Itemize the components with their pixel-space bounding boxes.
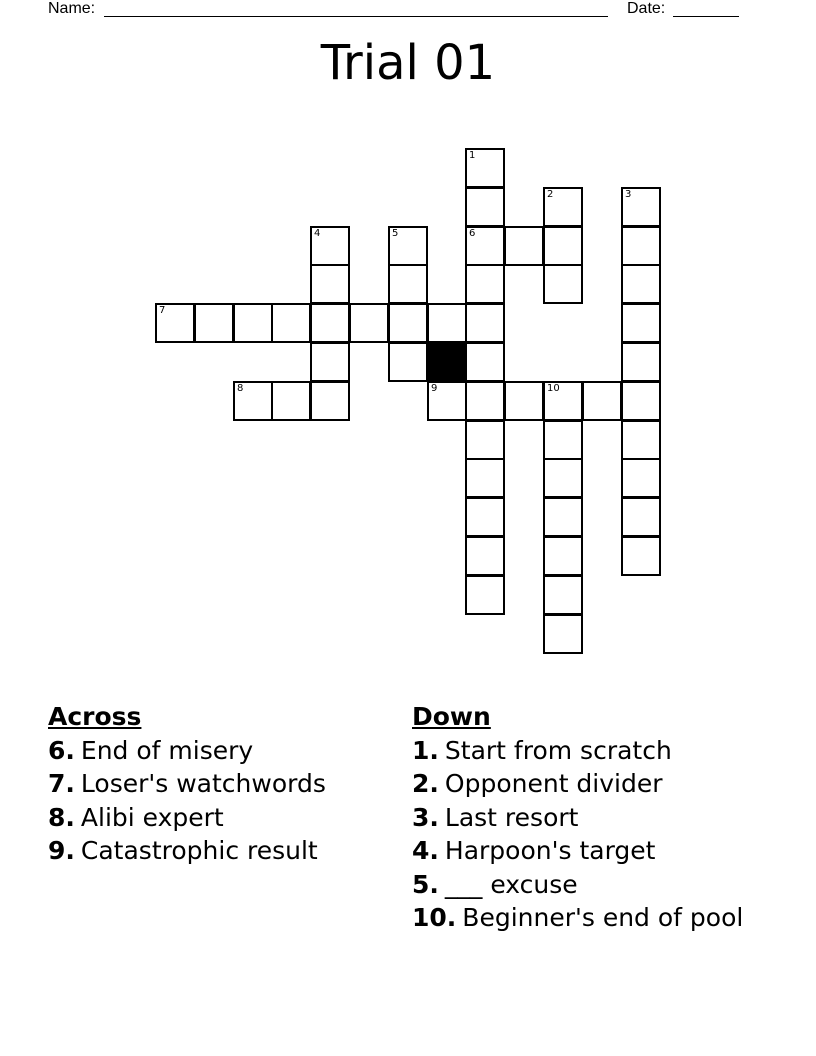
crossword-cell[interactable] (621, 497, 661, 537)
clue-number-label: 8 (237, 383, 244, 394)
crossword-cell[interactable] (543, 614, 583, 654)
clue-number-label: 2 (547, 189, 554, 200)
across-clue (48, 767, 398, 801)
down-heading: Down (412, 702, 491, 731)
name-label: Name: (48, 0, 96, 17)
crossword-cell[interactable] (194, 303, 234, 343)
crossword-cell[interactable] (310, 264, 350, 304)
clue-text: Last resort (444, 802, 579, 832)
crossword-cell[interactable] (465, 303, 505, 343)
crossword-cell[interactable] (543, 187, 583, 227)
crossword-cell[interactable] (388, 226, 428, 266)
crossword-cell[interactable] (271, 303, 311, 343)
crossword-cell[interactable] (233, 381, 273, 421)
crossword-cell[interactable] (621, 264, 661, 304)
crossword-cell[interactable] (465, 536, 505, 576)
crossword-cell[interactable] (465, 381, 505, 421)
crossword-cell[interactable] (310, 303, 350, 343)
clue-text: Loser's watchwords (80, 769, 326, 798)
clue-number: 5. (412, 869, 439, 899)
clue-number-label: 5 (392, 228, 399, 239)
crossword-cell[interactable] (465, 420, 505, 460)
clue-number-label: 6 (469, 228, 476, 239)
down-clue (412, 901, 792, 935)
crossword-cell[interactable] (465, 264, 505, 304)
date-label: Date: (627, 0, 666, 17)
down-clue (412, 767, 792, 801)
crossword-cell[interactable] (504, 381, 544, 421)
clue-number: 6. (48, 735, 75, 765)
clue-text: Beginner's end of pool (462, 903, 744, 932)
clue-number-label: 1 (469, 150, 476, 161)
clue-number: 7. (48, 769, 75, 798)
crossword-cell[interactable] (621, 420, 661, 460)
down-clue (412, 868, 792, 902)
crossword-cell[interactable] (155, 303, 195, 343)
clue-number-label: 3 (625, 189, 632, 200)
crossword-cell[interactable] (543, 381, 583, 421)
clue-text: Opponent divider (444, 769, 663, 798)
down-clues (412, 700, 792, 935)
clue-text: End of misery (80, 735, 254, 765)
crossword-cell[interactable] (621, 187, 661, 227)
across-clue (48, 834, 398, 868)
crossword-cell[interactable] (504, 226, 544, 266)
down-clue (412, 801, 792, 835)
crossword-cell[interactable] (543, 226, 583, 266)
clue-number-label: 7 (159, 305, 166, 316)
crossword-black-cell (427, 342, 467, 382)
clue-text: Start from scratch (444, 735, 672, 765)
clue-number: 9. (48, 836, 75, 865)
crossword-cell[interactable] (621, 303, 661, 343)
crossword-cell[interactable] (465, 187, 505, 227)
clue-number: 4. (412, 836, 439, 865)
crossword-cell[interactable] (310, 381, 350, 421)
crossword-cell[interactable] (349, 303, 389, 343)
clue-number: 3. (412, 802, 439, 832)
crossword-cell[interactable] (621, 536, 661, 576)
crossword-cell[interactable] (465, 458, 505, 498)
clue-number: 1. (412, 735, 439, 765)
crossword-cell[interactable] (388, 303, 428, 343)
across-clue (48, 801, 398, 835)
crossword-cell[interactable] (621, 342, 661, 382)
crossword-cell[interactable] (427, 381, 467, 421)
clue-number: 10. (412, 903, 457, 932)
clue-text: Harpoon's target (444, 836, 656, 865)
clue-number: 8. (48, 802, 75, 832)
crossword-cell[interactable] (543, 536, 583, 576)
crossword-cell[interactable] (271, 381, 311, 421)
clue-text: Alibi expert (80, 802, 224, 832)
across-clue (48, 734, 398, 768)
crossword-cell[interactable] (621, 226, 661, 266)
clue-text: ___ excuse (444, 869, 578, 899)
crossword-cell[interactable] (465, 497, 505, 537)
crossword-cell[interactable] (465, 226, 505, 266)
crossword-cell[interactable] (543, 420, 583, 460)
crossword-cell[interactable] (465, 575, 505, 615)
crossword-cell[interactable] (465, 342, 505, 382)
crossword-cell[interactable] (427, 303, 467, 343)
crossword-cell[interactable] (310, 342, 350, 382)
crossword-cell[interactable] (543, 264, 583, 304)
crossword-cell[interactable] (543, 575, 583, 615)
across-clues (48, 700, 398, 868)
crossword-cell[interactable] (465, 148, 505, 188)
crossword-cell[interactable] (543, 497, 583, 537)
clue-number-label: 10 (547, 383, 560, 394)
clue-number-label: 9 (431, 383, 438, 394)
clue-number: 2. (412, 769, 439, 798)
crossword-cell[interactable] (582, 381, 622, 421)
crossword-cell[interactable] (388, 264, 428, 304)
down-clue (412, 734, 792, 768)
clue-text: Catastrophic result (80, 836, 318, 865)
crossword-cell[interactable] (388, 342, 428, 382)
crossword-cell[interactable] (621, 458, 661, 498)
page-title: Trial 01 (320, 35, 496, 91)
crossword-cell[interactable] (233, 303, 273, 343)
down-clue (412, 834, 792, 868)
clue-number-label: 4 (314, 228, 321, 239)
crossword-cell[interactable] (621, 381, 661, 421)
across-heading: Across (48, 702, 142, 731)
crossword-cell[interactable] (543, 458, 583, 498)
crossword-cell[interactable] (310, 226, 350, 266)
